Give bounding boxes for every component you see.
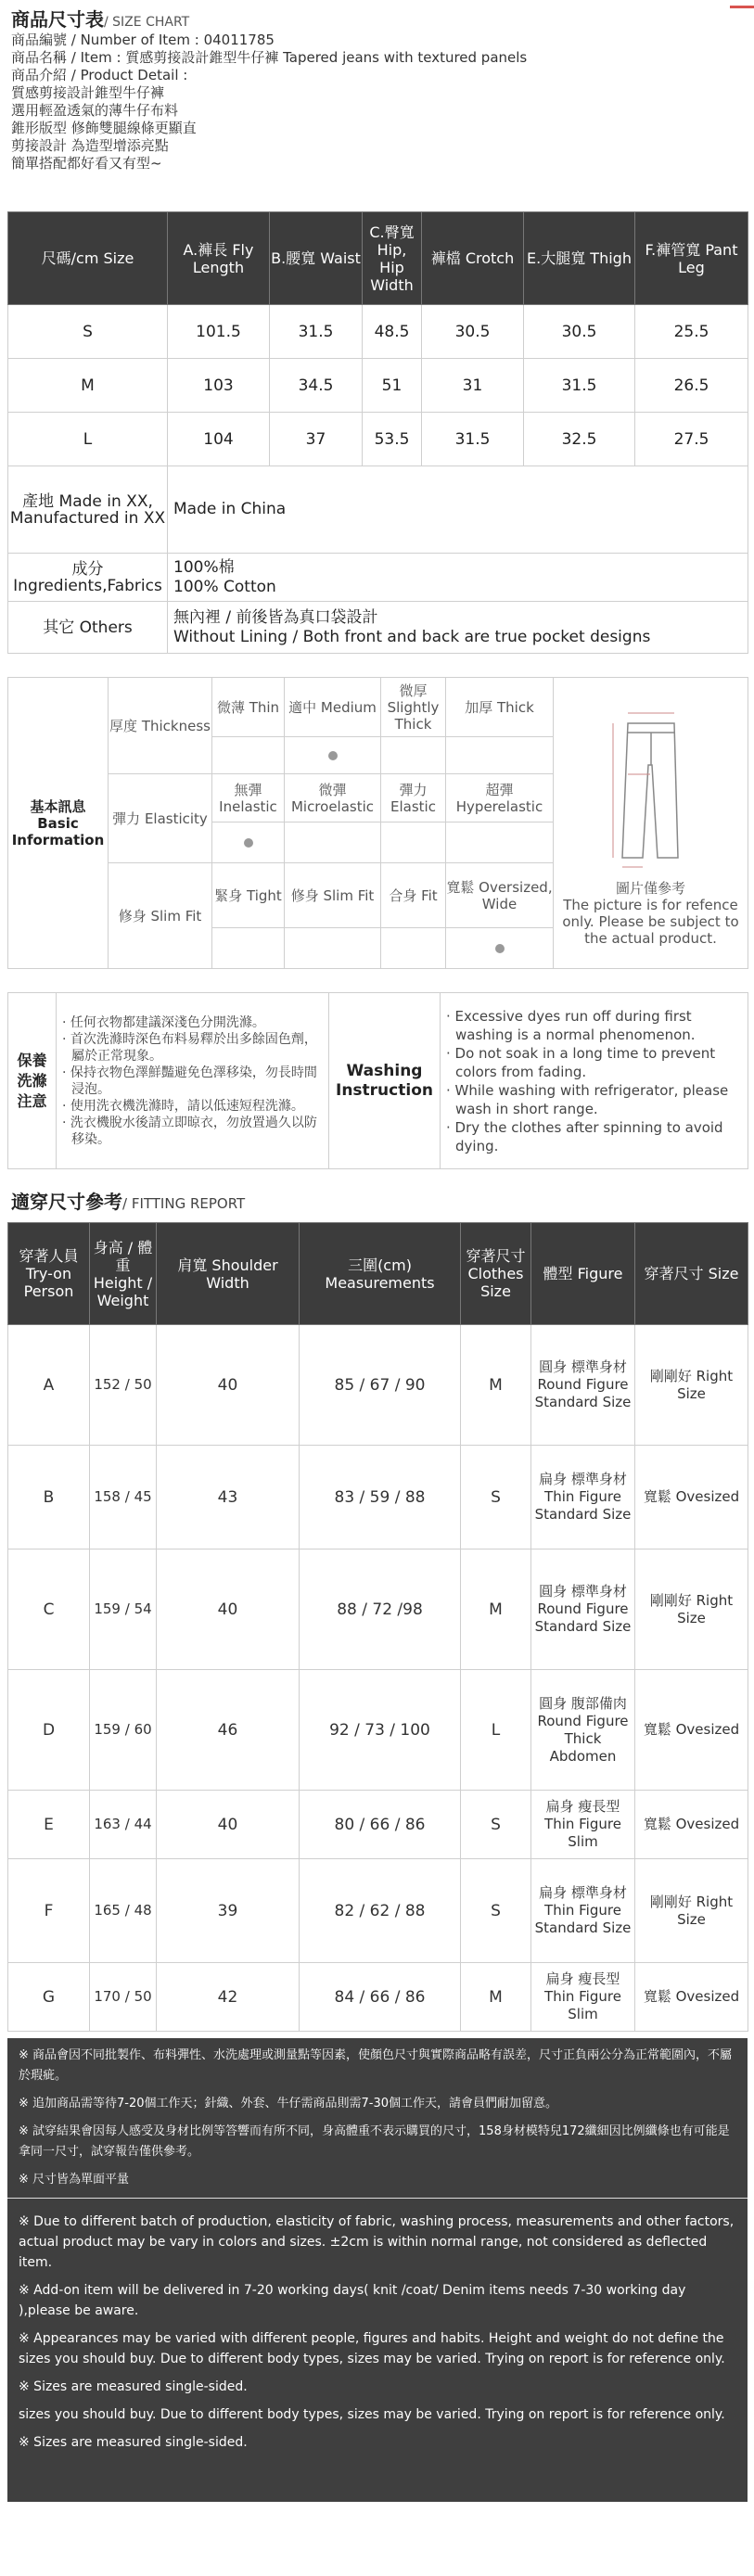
height-weight-cell: 163 / 44 [90, 1791, 157, 1859]
option-elastic: 彈力 Elastic [381, 774, 446, 823]
thickness-label: 厚度 Thickness [109, 678, 212, 774]
note-item: ※ Due to different batch of production, elasticity of fabric, washing process, measurements and other factors, actual product may be vary in colors and sizes. ±2cm is within normal range, not considered as deflected item. [19, 2214, 735, 2270]
value-cell: 103 [168, 359, 270, 413]
height-weight-cell: 159 / 60 [90, 1670, 157, 1791]
fitting-table [7, 1222, 748, 2032]
table-row [8, 359, 748, 413]
shoulder-width-header: 肩寬 Shoulder Width [157, 1223, 300, 1325]
fly-length-header: A.褲長 Fly Length [168, 212, 270, 305]
person-cell: B [8, 1446, 90, 1549]
measurements-header: 三圍(cm) Measurements [300, 1223, 461, 1325]
person-cell: A [8, 1325, 90, 1446]
option-thick: 加厚 Thick [446, 678, 554, 737]
ingredients-en: 100% Cotton [173, 577, 276, 596]
height-weight-cell: 159 / 54 [90, 1549, 157, 1670]
size-header: 尺碼/cm Size [8, 212, 168, 305]
table-row [8, 1446, 748, 1549]
measurements-cell: 88 / 72 /98 [300, 1549, 461, 1670]
value-cell: 32.5 [524, 413, 635, 466]
measurements-cell: 83 / 59 / 88 [300, 1446, 461, 1549]
notes-zh [7, 2038, 748, 2190]
item-number: 商品編號 / Number of Item : 04011785 [11, 32, 275, 48]
fit-result-cell: 寬鬆 Ovesized [635, 1963, 748, 2032]
shoulder-cell: 46 [157, 1670, 300, 1791]
size-table [7, 211, 748, 654]
fit-result-cell: 寬鬆 Ovesized [635, 1791, 748, 1859]
mark-cell [446, 928, 554, 969]
item-name: 商品名稱 / Item : 質感剪接設計錐型牛仔褲 Tapered jeans with textured panels [11, 49, 528, 66]
list-item: · 使用洗衣機洗滌時，請以低速短程洗滌。 [62, 1098, 304, 1114]
height-weight-cell: 158 / 45 [90, 1446, 157, 1549]
corner-red-mark [730, 6, 754, 8]
table-row [8, 413, 748, 466]
selected-dot [328, 751, 338, 760]
person-cell: F [8, 1859, 90, 1963]
note-item: ※ Add-on item will be delivered in 7-20 working days( knit /coat/ Denim items needs 7-30 working day ),please be aware. [19, 2283, 686, 2318]
figure-cell: 扁身 標準身材 Thin Figure Standard Size [531, 1446, 635, 1549]
detail-line: 剪接設計 為造型增添亮點 [11, 137, 169, 154]
notes-divider [7, 2198, 748, 2199]
size-chart-title: 商品尺寸表/ SIZE CHART [11, 8, 190, 31]
clothes-size-cell: S [461, 1791, 531, 1859]
list-item: · Excessive dyes run off during first washing is a normal phenomenon. [446, 1007, 696, 1043]
try-on-person-header: 穿著人員 Try-on Person [8, 1223, 90, 1325]
option-slim-fit: 修身 Slim Fit [285, 863, 381, 928]
shoulder-cell: 39 [157, 1859, 300, 1963]
detail-line: 質感剪接設計錐型牛仔褲 [11, 84, 165, 101]
mark-cell [212, 928, 285, 969]
basic-info-label: 基本訊息 Basic Information [8, 678, 109, 969]
note-item: sizes you should buy. Due to different body types, sizes may be varied. Trying on report is for reference only. [19, 2407, 725, 2422]
value-cell: 26.5 [635, 359, 748, 413]
mark-cell [381, 823, 446, 863]
value-cell: 25.5 [635, 305, 748, 359]
figure-cell: 扁身 標準身材 Thin Figure Standard Size [531, 1859, 635, 1963]
clothes-size-cell: L [461, 1670, 531, 1791]
measurements-cell: 85 / 67 / 90 [300, 1325, 461, 1446]
value-cell: 27.5 [635, 413, 748, 466]
measurements-cell: 84 / 66 / 86 [300, 1963, 461, 2032]
ingredients-zh: 100%棉 [173, 557, 235, 577]
option-inelastic: 無彈 Inelastic [212, 774, 285, 823]
mark-cell [212, 823, 285, 863]
figure-cell: 圓身 標準身材 Round Figure Standard Size [531, 1549, 635, 1670]
fit-result-cell: 寬鬆 Ovesized [635, 1670, 748, 1791]
notes-en [7, 2206, 748, 2453]
value-cell: 34.5 [270, 359, 363, 413]
crotch-header: 褲檔 Crotch [422, 212, 524, 305]
product-intro [0, 0, 754, 172]
size-fit-header: 穿著尺寸 Size [635, 1223, 748, 1325]
mark-cell [446, 737, 554, 774]
option-slightly-thick: 微厚 Slightly Thick [381, 678, 446, 737]
value-cell: 53.5 [363, 413, 422, 466]
value-cell: 31.5 [270, 305, 363, 359]
size-cell: S [8, 305, 168, 359]
detail-line: 選用輕盈透氣的薄牛仔布料 [11, 102, 179, 119]
fit-result-cell: 剛剛好 Right Size [635, 1859, 748, 1963]
table-row [8, 1791, 748, 1859]
mark-cell [285, 737, 381, 774]
others-en: Without Lining / Both front and back are true pocket designs [173, 627, 651, 646]
shoulder-cell: 43 [157, 1446, 300, 1549]
image-note-en: The picture is for refence only. Please be subject to the actual product. [562, 896, 739, 947]
table-row [8, 1963, 748, 2032]
measurements-cell: 80 / 66 / 86 [300, 1791, 461, 1859]
pants-diagram-icon [600, 700, 702, 876]
note-item: ※ Appearances may be varied with different people, figures and habits. Height and weight do not define the sizes you should buy. Due to different body types, sizes may be varied. Trying on report is for reference only. [19, 2331, 725, 2366]
figure-cell: 圓身 腹部備肉 Round Figure Thick Abdomen [531, 1670, 635, 1791]
detail-line: 錐形版型 修飾雙腿線條更顯直 [11, 120, 197, 136]
pant-leg-header: F.褲管寬 Pant Leg [635, 212, 748, 305]
height-weight-cell: 170 / 50 [90, 1963, 157, 2032]
selected-dot [244, 838, 253, 848]
table-row [8, 1859, 748, 1963]
washing-zh-list [57, 993, 329, 1169]
washing-label-en: Washing Instruction [329, 993, 441, 1169]
image-note-zh: 圖片僅參考 [615, 879, 685, 897]
option-microelastic: 微彈 Microelastic [285, 774, 381, 823]
list-item: · 任何衣物都建議深淺色分開洗滌。 [62, 1014, 265, 1030]
value-cell: 51 [363, 359, 422, 413]
mark-cell [381, 737, 446, 774]
person-cell: C [8, 1549, 90, 1670]
figure-cell: 圓身 標準身材 Round Figure Standard Size [531, 1325, 635, 1446]
list-item: · Dry the clothes after spinning to avoid dying. [446, 1118, 723, 1154]
value-cell: 48.5 [363, 305, 422, 359]
table-row [8, 1549, 748, 1670]
table-row [8, 1325, 748, 1446]
person-cell: E [8, 1791, 90, 1859]
figure-cell: 扁身 瘦長型 Thin Figure Slim [531, 1791, 635, 1859]
product-detail-label: 商品介紹 / Product Detail : [11, 67, 188, 83]
list-item: · Do not soak in a long time to prevent colors from fading. [446, 1044, 716, 1080]
pants-diagram-box [554, 678, 748, 969]
washing-label-zh: 保養洗滌注意 [8, 993, 57, 1169]
figure-cell: 扁身 瘦長型 Thin Figure Slim [531, 1963, 635, 2032]
origin-label: 產地 Made in XX, Manufactured in XX [8, 466, 168, 554]
selected-dot [495, 944, 505, 953]
shoulder-cell: 42 [157, 1963, 300, 2032]
others-label: 其它 Others [8, 602, 168, 654]
elasticity-label: 彈力 Elasticity [109, 774, 212, 863]
clothes-size-header: 穿著尺寸 Clothes Size [461, 1223, 531, 1325]
option-hyperelastic: 超彈 Hyperelastic [446, 774, 554, 823]
clothes-size-cell: S [461, 1859, 531, 1963]
clothes-size-cell: S [461, 1446, 531, 1549]
note-item: ※ Sizes are measured single-sided. [19, 2435, 248, 2450]
option-fit: 合身 Fit [381, 863, 446, 928]
note-item: ※ 追加商品需等待7-20個工作天；針織、外套、牛仔需商品則需7-30個工作天，請會員們耐加留意。 [19, 2097, 558, 2111]
value-cell: 30.5 [422, 305, 524, 359]
size-cell: L [8, 413, 168, 466]
option-tight: 緊身 Tight [212, 863, 285, 928]
shoulder-cell: 40 [157, 1549, 300, 1670]
mark-cell [446, 823, 554, 863]
others-value [168, 602, 748, 654]
value-cell: 31.5 [524, 359, 635, 413]
note-item: ※ 試穿結果會因每人感受及身材比例等答響而有所不同，身高體重不表示購買的尺寸，158身材模特兒172纖細因比例纖條也有可能是拿同一尺寸，試穿報告僅供參考。 [19, 2124, 730, 2159]
note-item: ※ 尺寸皆為單面平量 [19, 2173, 130, 2187]
option-oversized: 寬鬆 Oversized, Wide [446, 863, 554, 928]
value-cell: 101.5 [168, 305, 270, 359]
table-row [8, 1670, 748, 1791]
size-cell: M [8, 359, 168, 413]
list-item: · 保持衣物色澤鮮豔避免色澤移染，勿長時間浸泡。 [62, 1065, 317, 1097]
mark-cell [285, 928, 381, 969]
fit-label: 修身 Slim Fit [109, 863, 212, 969]
mark-cell [212, 737, 285, 774]
ingredients-value [168, 554, 748, 602]
clothes-size-cell: M [461, 1963, 531, 2032]
fit-result-cell: 寬鬆 Ovesized [635, 1446, 748, 1549]
list-item: · While washing with refrigerator, please wash in short range. [446, 1081, 729, 1117]
figure-header: 體型 Figure [531, 1223, 635, 1325]
washing-en-list [441, 993, 748, 1169]
value-cell: 37 [270, 413, 363, 466]
clothes-size-cell: M [461, 1325, 531, 1446]
measurements-cell: 92 / 73 / 100 [300, 1670, 461, 1791]
person-cell: G [8, 1963, 90, 2032]
list-item: · 洗衣機脫水後請立即晾衣，勿放置過久以防移染。 [62, 1115, 317, 1147]
hip-header: C.臀寬 Hip, Hip Width [363, 212, 422, 305]
mark-cell [381, 928, 446, 969]
option-thin: 微薄 Thin [212, 678, 285, 737]
height-weight-cell: 152 / 50 [90, 1325, 157, 1446]
value-cell: 31.5 [422, 413, 524, 466]
thigh-header: E.大腿寬 Thigh [524, 212, 635, 305]
others-zh: 無內裡 / 前後皆為真口袋設計 [173, 607, 378, 627]
clothes-size-cell: M [461, 1549, 531, 1670]
shoulder-cell: 40 [157, 1791, 300, 1859]
detail-line: 簡單搭配都好看又有型~ [11, 155, 162, 172]
shoulder-cell: 40 [157, 1325, 300, 1446]
table-row [8, 305, 748, 359]
measurements-cell: 82 / 62 / 88 [300, 1859, 461, 1963]
fit-result-cell: 剛剛好 Right Size [635, 1549, 748, 1670]
note-item: ※ Sizes are measured single-sided. [19, 2379, 248, 2394]
waist-header: B.腰寬 Waist [270, 212, 363, 305]
notes-panel [7, 2038, 748, 2502]
height-weight-cell: 165 / 48 [90, 1859, 157, 1963]
origin-value: Made in China [168, 466, 748, 554]
value-cell: 30.5 [524, 305, 635, 359]
mark-cell [285, 823, 381, 863]
fit-result-cell: 剛剛好 Right Size [635, 1325, 748, 1446]
value-cell: 104 [168, 413, 270, 466]
washing-table [7, 992, 748, 1169]
list-item: · 首次洗滌時深色布料易釋於出多餘固色劑，屬於正常現象。 [62, 1031, 317, 1064]
ingredients-label: 成分 Ingredients,Fabrics [8, 554, 168, 602]
person-cell: D [8, 1670, 90, 1791]
option-medium: 適中 Medium [285, 678, 381, 737]
fitting-report-title: 適穿尺寸參考/ FITTING REPORT [11, 1191, 246, 1213]
value-cell: 31 [422, 359, 524, 413]
basic-info-table [7, 677, 748, 969]
height-weight-header: 身高 / 體重 Height / Weight [90, 1223, 157, 1325]
note-item: ※ 商品會因不同批製作、布料彈性、水洗處理或測量點等因素，使顏色尺寸與實際商品略有誤差，尺寸正負兩公分為正常範圍內，不屬於瑕疵。 [19, 2048, 733, 2083]
